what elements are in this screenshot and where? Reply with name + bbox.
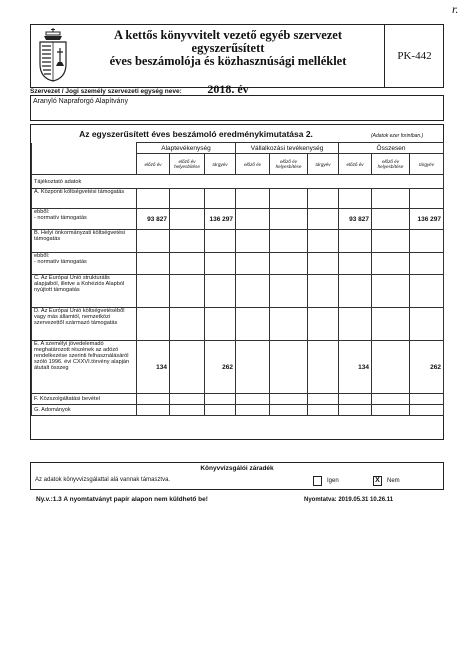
row-label-b: B. Helyi önkormányzati költségvetési támogatás (32, 230, 137, 253)
coat-of-arms-icon (35, 28, 71, 83)
blank-cell (32, 154, 137, 175)
audit-title: Könyvvizsgálói záradék (200, 465, 274, 472)
value-cell: 93 827 (339, 209, 372, 230)
column-header: előző év helyesbítése (372, 154, 410, 175)
organization-field (30, 95, 444, 121)
form-code: PK-442 (384, 25, 444, 87)
column-header: előző év (236, 154, 270, 175)
column-header: előző év (137, 154, 170, 175)
handwritten-mark: r. (452, 2, 459, 16)
blank-cell (32, 143, 137, 154)
group-header: Összesen (339, 143, 444, 154)
column-header: tárgyév (205, 154, 236, 175)
value-cell: 136 297 (205, 209, 236, 230)
audit-clause (30, 462, 444, 490)
section-title: Az egyszerűsített éves beszámoló eredménykimutatása 2. (79, 129, 313, 139)
audit-statement: Az adatok könyvvizsgálattal alá vannak támasztva. (35, 477, 171, 483)
section-label: Tájékoztató adatok (32, 175, 444, 189)
value-cell: 93 827 (137, 209, 170, 230)
row-label-c: C. Az Európai Unió strukturális alapjaiból, illetve a Kohéziós Alapból nyújtott támogatás (32, 275, 137, 308)
form-title (79, 29, 377, 97)
print-timestamp: Nyomtatva: 2019.05.31 10.26.11 (304, 497, 394, 503)
income-table (31, 142, 444, 416)
version-note: Ny.v.:1.3 A nyomtatványt papír alapon nem küldhető be! (36, 496, 208, 503)
row-label-g: G. Adományok (32, 405, 137, 416)
group-header: Vállalkozási tevékenység (236, 143, 339, 154)
value-cell: 262 (410, 341, 444, 394)
title-line-1: A kettős könyvvitelt vezető egyéb szervezet egyszerűsített (113, 28, 343, 55)
value-cell: 134 (339, 341, 372, 394)
audit-yes-checkbox[interactable] (313, 476, 322, 486)
column-header: tárgyév (308, 154, 339, 175)
organization-name: Aranyló Napraforgó Alapítvány (33, 98, 128, 105)
column-header: előző év (339, 154, 372, 175)
row-label-e: E. A személyi jövedelemadó meghatározott részének az adózó rendelkezése szerinti felhasználásáról szóló 1996. évi CXXVI.törvény alapján átutalt összeg (32, 341, 137, 394)
title-line-2: éves beszámolója és közhasznúsági melléklet (109, 54, 347, 68)
value-cell: 134 (137, 341, 170, 394)
column-header: előző év helyesbítése (270, 154, 308, 175)
group-header: Alaptevékenység (137, 143, 236, 154)
column-header: tárgyév (410, 154, 444, 175)
column-header: előző év helyesbítése (170, 154, 205, 175)
row-label-d: D. Az Európai Unió költségvetéséből vagy más államtól, nemzetközi szervezettől származó támogatás (32, 308, 137, 341)
row-label-b-sub: ebből: - normatív támogatás (32, 253, 137, 275)
audit-no-checkbox[interactable]: X (373, 476, 382, 486)
unit-note: (Adatok ezer forintban.) (371, 133, 424, 139)
value-cell: 136 297 (410, 209, 444, 230)
value-cell: 262 (205, 341, 236, 394)
row-label-a: A. Központi költségvetési támogatás (32, 189, 137, 209)
audit-no-label: Nem (387, 478, 400, 484)
income-statement-section (30, 124, 444, 440)
row-label-f: F. Közszolgáltatási bevétel (32, 394, 137, 405)
report-year: 2018. év (207, 82, 249, 96)
organization-label: Szervezet / Jogi személy szervezeti egység neve: (30, 88, 182, 95)
row-label-a-sub: ebből: - normatív támogatás (32, 209, 137, 230)
audit-yes-label: Igen (327, 478, 339, 484)
